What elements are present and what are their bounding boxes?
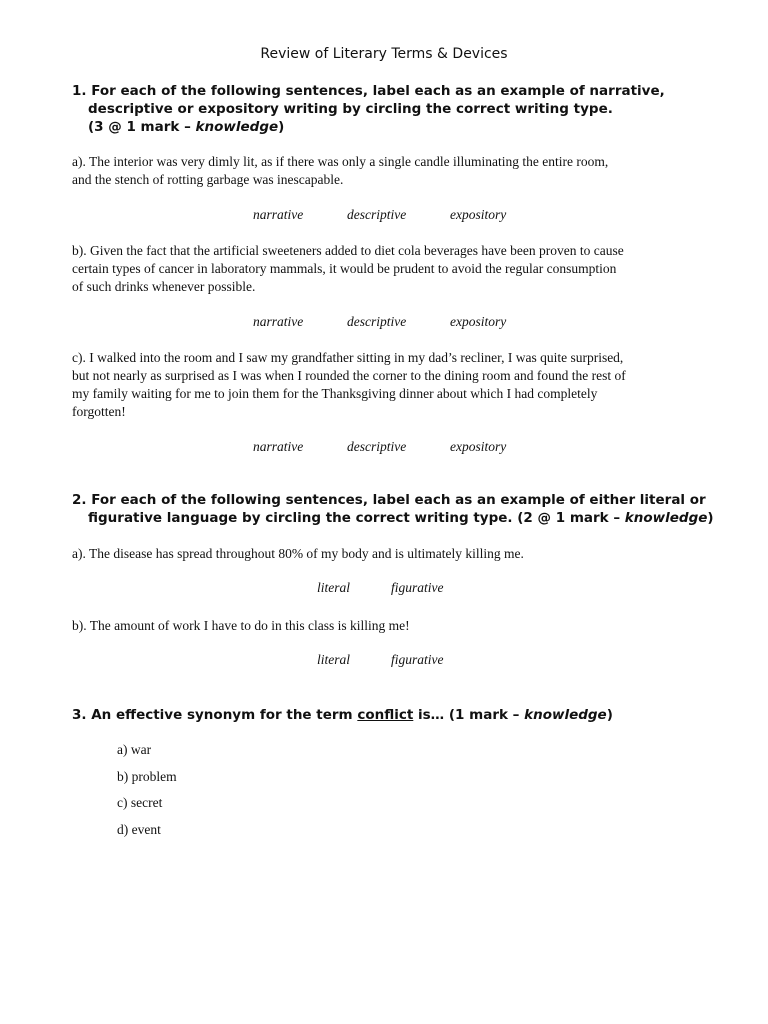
option-narrative[interactable]: narrative xyxy=(253,439,304,454)
question-2b-text: b). The amount of work I have to do in this class is killing me! xyxy=(72,618,410,633)
option-descriptive[interactable]: descriptive xyxy=(347,207,407,222)
choice-a[interactable]: a) war xyxy=(117,742,152,757)
question-1a-text xyxy=(72,153,702,189)
question-1c-line-4: forgotten! xyxy=(72,404,126,419)
choice-d[interactable]: d) event xyxy=(117,822,161,837)
question-3-marks-suffix: ) xyxy=(606,707,613,723)
question-1-marks-suffix: ) xyxy=(278,119,285,135)
question-1-heading xyxy=(72,82,665,136)
option-literal[interactable]: literal xyxy=(317,580,350,595)
option-literal[interactable]: literal xyxy=(317,652,350,667)
option-narrative[interactable]: narrative xyxy=(253,314,304,329)
question-1a-line-1: a). The interior was very dimly lit, as if there was only a single candle illuminating the entire room, xyxy=(72,154,609,169)
question-3-heading xyxy=(72,706,613,724)
question-2-heading xyxy=(72,491,714,527)
question-1-line-1: 1. For each of the following sentences, label each as an example of narrative, xyxy=(72,83,665,99)
question-3-term: conflict xyxy=(357,707,414,723)
question-1-line-2: descriptive or expository writing by circling the correct writing type. xyxy=(88,101,613,117)
question-1c-line-3: my family waiting for me to join them for the Thanksgiving dinner about which I had completely xyxy=(72,386,598,401)
question-3-middle: is… (1 mark – xyxy=(413,707,525,723)
option-figurative[interactable]: figurative xyxy=(391,580,444,595)
question-1c-line-1: c). I walked into the room and I saw my grandfather sitting in my dad’s recliner, I was quite surprised, xyxy=(72,350,624,365)
question-2-line-1: 2. For each of the following sentences, label each as an example of either literal or xyxy=(72,492,706,508)
option-descriptive[interactable]: descriptive xyxy=(347,439,407,454)
question-1c-line-2: but not nearly as surprised as I was when I rounded the corner to the dining room and found the rest of xyxy=(72,368,626,383)
option-figurative[interactable]: figurative xyxy=(391,652,444,667)
question-1-marks-prefix: (3 @ 1 mark – xyxy=(88,119,196,135)
question-1-marks-type: knowledge xyxy=(195,119,279,135)
option-descriptive[interactable]: descriptive xyxy=(347,314,407,329)
choice-c[interactable]: c) secret xyxy=(117,795,163,810)
question-1b-line-1: b). Given the fact that the artificial sweeteners added to diet cola beverages have been proven to cause xyxy=(72,243,624,258)
question-1c-text xyxy=(72,349,702,421)
question-3-prefix: 3. An effective synonym for the term xyxy=(72,707,358,723)
question-2-marks-type: knowledge xyxy=(624,510,708,526)
option-expository[interactable]: expository xyxy=(450,314,507,329)
question-1b-line-3: of such drinks whenever possible. xyxy=(72,279,256,294)
option-narrative[interactable]: narrative xyxy=(253,207,304,222)
question-1b-text xyxy=(72,242,702,296)
question-3-marks-type: knowledge xyxy=(524,707,607,723)
question-2a-text: a). The disease has spread throughout 80% of my body and is ultimately killing me. xyxy=(72,546,524,561)
option-expository[interactable]: expository xyxy=(450,439,507,454)
question-2-line-2 xyxy=(72,509,714,527)
option-expository[interactable]: expository xyxy=(450,207,507,222)
question-1b-line-2: certain types of cancer in laboratory mammals, it would be prudent to avoid the regular consumption xyxy=(72,261,617,276)
page-title: Review of Literary Terms & Devices xyxy=(260,46,508,62)
choice-b[interactable]: b) problem xyxy=(117,769,177,784)
question-2-marks-suffix: ) xyxy=(707,510,714,526)
question-1a-line-2: and the stench of rotting garbage was inescapable. xyxy=(72,172,344,187)
question-2-line-2-text: figurative language by circling the correct writing type. (2 @ 1 mark – xyxy=(88,510,625,526)
question-1-marks xyxy=(72,118,665,136)
